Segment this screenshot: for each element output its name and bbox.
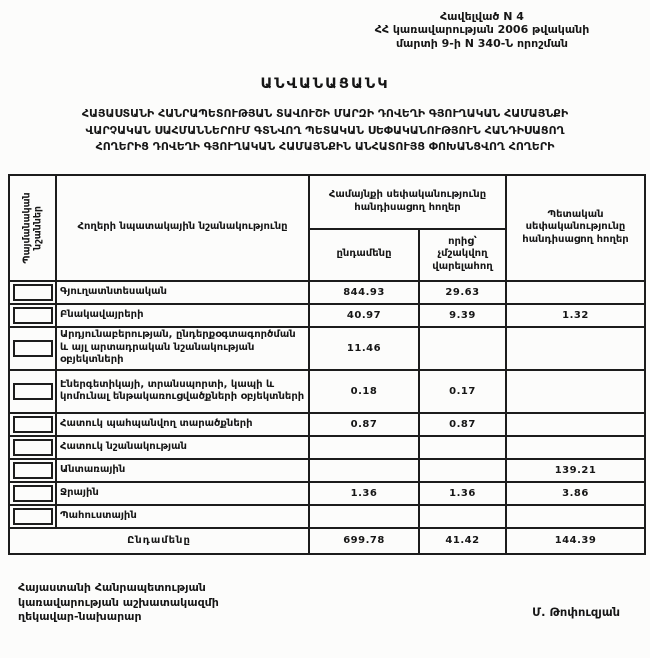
document-footer xyxy=(18,581,620,626)
legend-box xyxy=(13,416,53,433)
office-line: Հայաստանի Հանրապետության xyxy=(18,580,206,594)
value-community-total: 0.18 xyxy=(309,370,419,413)
table-row xyxy=(9,459,645,482)
symbol-cell xyxy=(9,281,56,304)
legend-box xyxy=(13,383,53,400)
value-state xyxy=(506,505,645,528)
symbol-cell xyxy=(9,436,56,459)
value-community-ofwhich xyxy=(419,505,506,528)
land-category-label: Պահուստային xyxy=(56,505,309,528)
table-row xyxy=(9,413,645,436)
table-row xyxy=(9,482,645,505)
table-header-row xyxy=(9,175,645,229)
value-community-total: 0.87 xyxy=(309,413,419,436)
value-community-ofwhich: 29.63 xyxy=(419,281,506,304)
value-state xyxy=(506,436,645,459)
land-category-label: Բնակավայրերի xyxy=(56,304,309,327)
land-category-label: Ջրային xyxy=(56,482,309,505)
land-category-label: Անտառային xyxy=(56,459,309,482)
value-community-total xyxy=(309,505,419,528)
header-community-total: ընդամենը xyxy=(309,229,419,281)
value-community-total: 40.97 xyxy=(309,304,419,327)
total-community-total: 699.78 xyxy=(309,528,419,554)
table-row xyxy=(9,370,645,413)
value-state: 1.32 xyxy=(506,304,645,327)
land-category-label: Արդյունաբերության, ընդերքօգտագործման և այլ արտադրական նշանակության օբյեկտների xyxy=(56,327,309,370)
value-community-ofwhich: 0.87 xyxy=(419,413,506,436)
legend-box xyxy=(13,284,53,301)
symbol-cell xyxy=(9,304,56,327)
legend-box xyxy=(13,462,53,479)
value-community-total: 844.93 xyxy=(309,281,419,304)
header-community-ofwhich: որից՝ չմշակվող վարելահող xyxy=(419,229,506,281)
header-purpose: Հողերի նպատակային նշանակությունը xyxy=(56,175,309,281)
annex-line: Հավելված N 4 xyxy=(440,10,524,23)
table-total-row xyxy=(9,528,645,554)
total-community-ofwhich: 41.42 xyxy=(419,528,506,554)
office-line: ղեկավար-նախարար xyxy=(18,610,142,624)
land-category-label: Էներգետիկայի, տրանսպորտի, կապի և կոմունալ ենթակառուցվածքների օբյեկտների xyxy=(56,370,309,413)
value-state xyxy=(506,413,645,436)
header-state: Պետական սեփականությունը հանդիսացող հողեր xyxy=(506,175,645,281)
value-state xyxy=(506,327,645,370)
legend-box xyxy=(13,439,53,456)
value-community-total: 1.36 xyxy=(309,482,419,505)
value-community-ofwhich xyxy=(419,327,506,370)
value-community-ofwhich xyxy=(419,459,506,482)
office-line: կառավարության աշխատակազմի xyxy=(18,595,219,609)
table-row xyxy=(9,281,645,304)
value-state xyxy=(506,281,645,304)
symbol-cell xyxy=(9,459,56,482)
subtitle-line: ՀԱՅԱՍՏԱՆԻ ՀԱՆՐԱՊԵՏՈՒԹՅԱՆ ՏԱՎՈՒՇԻ ՄԱՐԶԻ ԴՈՎԵՂԻ ԳՅՈՒՂԱԿԱՆ ՀԱՄԱՅՆՔԻ xyxy=(81,107,569,121)
signatory-name: Մ. Թոփուզյան xyxy=(532,605,620,620)
header-symbols-label: Պայմանական նշաններ xyxy=(21,192,44,264)
annex-line: մարտի 9-ի N 340-Ն որոշման xyxy=(395,36,569,50)
symbol-cell xyxy=(9,327,56,370)
land-transfer-table xyxy=(8,174,646,555)
annex-reference xyxy=(332,10,632,50)
document-subtitle xyxy=(6,106,644,156)
legend-box xyxy=(13,340,53,357)
table-row xyxy=(9,436,645,459)
value-community-total xyxy=(309,459,419,482)
page-title: ԱՆՎԱՆԱՑԱՆԿ xyxy=(260,76,390,93)
signing-office xyxy=(18,581,219,626)
table-row xyxy=(9,505,645,528)
symbol-cell xyxy=(9,413,56,436)
land-category-label: Հատուկ նշանակության xyxy=(56,436,309,459)
header-community-group: Համայնքի սեփականությունը հանդիսացող հողեր xyxy=(309,175,506,229)
symbol-cell xyxy=(9,505,56,528)
symbol-cell xyxy=(9,370,56,413)
value-community-ofwhich xyxy=(419,436,506,459)
value-community-ofwhich: 9.39 xyxy=(419,304,506,327)
value-community-total: 11.46 xyxy=(309,327,419,370)
land-category-label: Հատուկ պահպանվող տարածքների xyxy=(56,413,309,436)
table-row xyxy=(9,327,645,370)
legend-box xyxy=(13,485,53,502)
table-row xyxy=(9,304,645,327)
legend-box xyxy=(13,307,53,324)
annex-line: ՀՀ կառավարության 2006 թվականի xyxy=(374,23,590,37)
value-state: 3.86 xyxy=(506,482,645,505)
legend-box xyxy=(13,508,53,525)
document-page xyxy=(0,10,650,658)
land-category-label: Գյուղատնտեսական xyxy=(56,281,309,304)
value-community-ofwhich: 0.17 xyxy=(419,370,506,413)
subtitle-line: ՎԱՐՉԱԿԱՆ ՍԱՀՄԱՆՆԵՐՈՒՄ ԳՏՆՎՈՂ ՊԵՏԱԿԱՆ ՍԵՓԱԿԱՆՈՒԹՅՈՒՆ ՀԱՆԴԻՍԱՑՈՂ xyxy=(85,123,565,137)
value-state xyxy=(506,370,645,413)
symbol-cell xyxy=(9,482,56,505)
value-community-ofwhich: 1.36 xyxy=(419,482,506,505)
value-state: 139.21 xyxy=(506,459,645,482)
total-state: 144.39 xyxy=(506,528,645,554)
subtitle-line: ՀՈՂԵՐԻՑ ԴՈՎԵՂԻ ԳՅՈՒՂԱԿԱՆ ՀԱՄԱՅՆՔԻՆ ԱՆՀԱՏՈՒՅՑ ՓՈԽԱՆՑՎՈՂ ՀՈՂԵՐԻ xyxy=(95,140,555,154)
total-label: Ընդամենը xyxy=(9,528,309,554)
header-symbols xyxy=(9,175,56,281)
value-community-total xyxy=(309,436,419,459)
